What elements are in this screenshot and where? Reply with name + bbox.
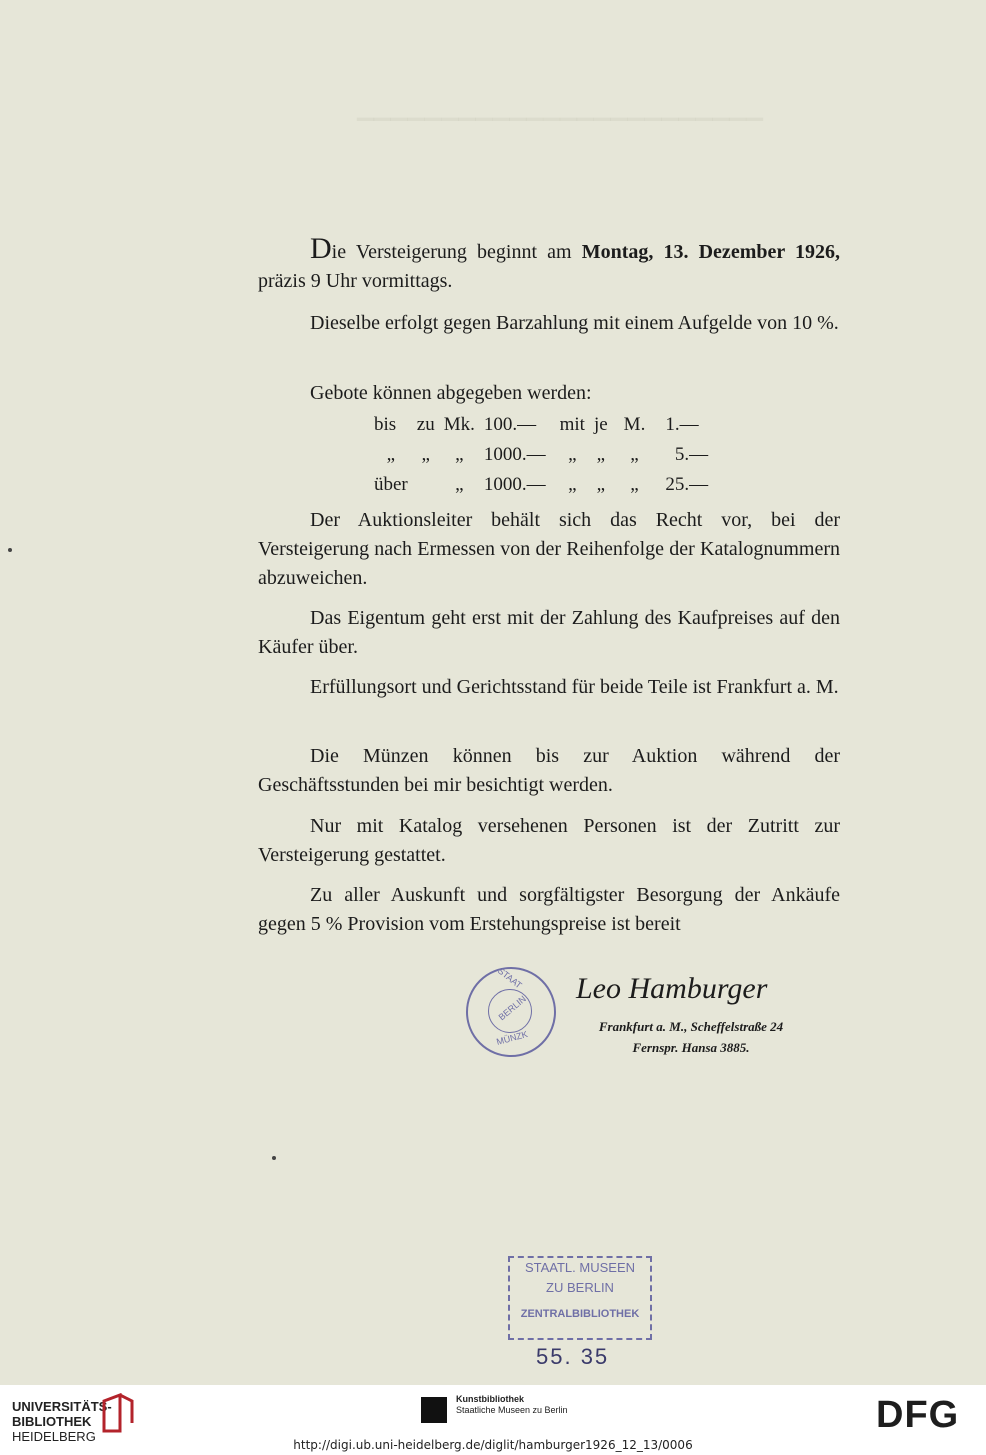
intro-paragraph [258,232,840,296]
handwritten-shelf-number: 55. 35 [536,1344,610,1369]
table-cell: „ [455,444,464,465]
library-rect-stamp [508,1256,652,1340]
table-cell: mit [559,414,585,435]
speck-mark [272,1156,276,1160]
table-cell [417,470,444,500]
ub-line: HEIDELBERG [12,1429,96,1444]
table-cell: 1000.— [483,474,546,495]
table-row [374,410,717,440]
ownership-paragraph: Das Eigentum geht erst mit der Zahlung des Kaufpreises auf den Käufer über. [258,607,840,658]
commission-paragraph: Zu aller Auskunft und sorgfältigster Besorgung der Ankäufe gegen 5 % Provision vom Erstehungspreise ist bereit [258,884,840,935]
table-cell: 25.— [665,474,709,495]
table-cell: „ [630,474,639,495]
signature-name: Leo Hamburger [576,972,768,1005]
digitization-footer [0,1385,986,1455]
auction-date: Montag, 13. Dezember 1926, [581,241,840,263]
signature-address: Frankfurt a. M., Scheffelstraße 24 [598,1019,784,1034]
speck-mark [8,548,12,552]
table-cell: über [374,474,408,495]
auctioneer-rights-paragraph: Der Auktionsleiter behält sich das Recht vor, bei der Versteigerung nach Ermessen von der Reihenfolge der Katalognummern abzuweichen. [258,509,840,589]
table-cell: je [593,414,608,435]
kb-line: Staatliche Museen zu Berlin [456,1405,568,1415]
table-cell: 5.— [674,444,709,465]
source-url[interactable]: http://digi.ub.uni-heidelberg.de/diglit/hamburger1926_12_13/0006 [293,1438,693,1452]
table-cell: zu [416,414,435,435]
table-row [374,440,717,470]
table-cell: bis [374,414,397,435]
intro-rest-text: präzis 9 Uhr vormittags. [258,270,453,292]
drop-capital: D [310,232,332,265]
dfg-logo: DFG [876,1394,960,1436]
jurisdiction-paragraph: Erfüllungsort und Gerichtsstand für beide Teile ist Frankfurt a. M. [310,676,839,698]
signature-address-block [546,1016,836,1058]
payment-paragraph: Dieselbe erfolgt gegen Barzahlung mit einem Aufgelde von 10 %. [310,312,839,334]
museum-round-stamp [466,967,556,1057]
table-cell: Mk. [443,414,475,435]
ub-heidelberg-logo-icon [100,1393,134,1433]
table-cell: „ [630,444,639,465]
stamp-line: ZU BERLIN [546,1280,614,1295]
ub-line: BIBLIOTHEK [12,1414,92,1429]
bids-intro-paragraph: Gebote können abgegeben werden: [310,382,592,404]
stamp-text-bottom: MÜNZK [495,1029,529,1047]
ub-line: UNIVERSITÄTS- [12,1399,112,1414]
kunstbibliothek-logo-text [456,1394,568,1416]
table-cell: 100.— [483,414,537,435]
table-row [374,470,717,500]
intro-lead-text: ie Versteigerung beginnt am [331,241,582,263]
admission-paragraph: Nur mit Katalog versehenen Personen ist der Zutritt zur Versteigerung gestattet. [258,815,840,866]
viewing-paragraph: Die Münzen können bis zur Auktion während der Geschäftsstunden bei mir besichtigt werden. [258,745,840,796]
stamp-text-middle: BERLIN [496,993,528,1023]
stamp-line: STAATL. MUSEEN [524,1260,636,1275]
table-cell: „ [596,474,606,495]
table-cell: „ [421,444,430,465]
table-cell: 1.— [665,414,699,435]
bid-increment-table [374,410,717,500]
stamp-text-top: STAAT [495,965,524,991]
table-cell: „ [455,474,464,495]
kb-line: Kunstbibliothek [456,1394,524,1404]
table-cell: „ [568,474,577,495]
table-cell: 1000.— [483,444,546,465]
table-cell: „ [386,444,396,465]
table-cell: „ [568,444,577,465]
stamp-line: ZENTRALBIBLIOTHEK [520,1308,640,1320]
table-cell: M. [623,414,646,435]
kunstbibliothek-logo-icon [421,1397,447,1423]
bleedthrough-decoration: ▔▔▔▔▔▔▔▔▔▔▔▔▔▔▔▔▔▔▔▔▔▔▔▔ [356,118,764,143]
signature-phone: Fernspr. Hansa 3885. [632,1040,750,1055]
table-cell: „ [596,444,606,465]
